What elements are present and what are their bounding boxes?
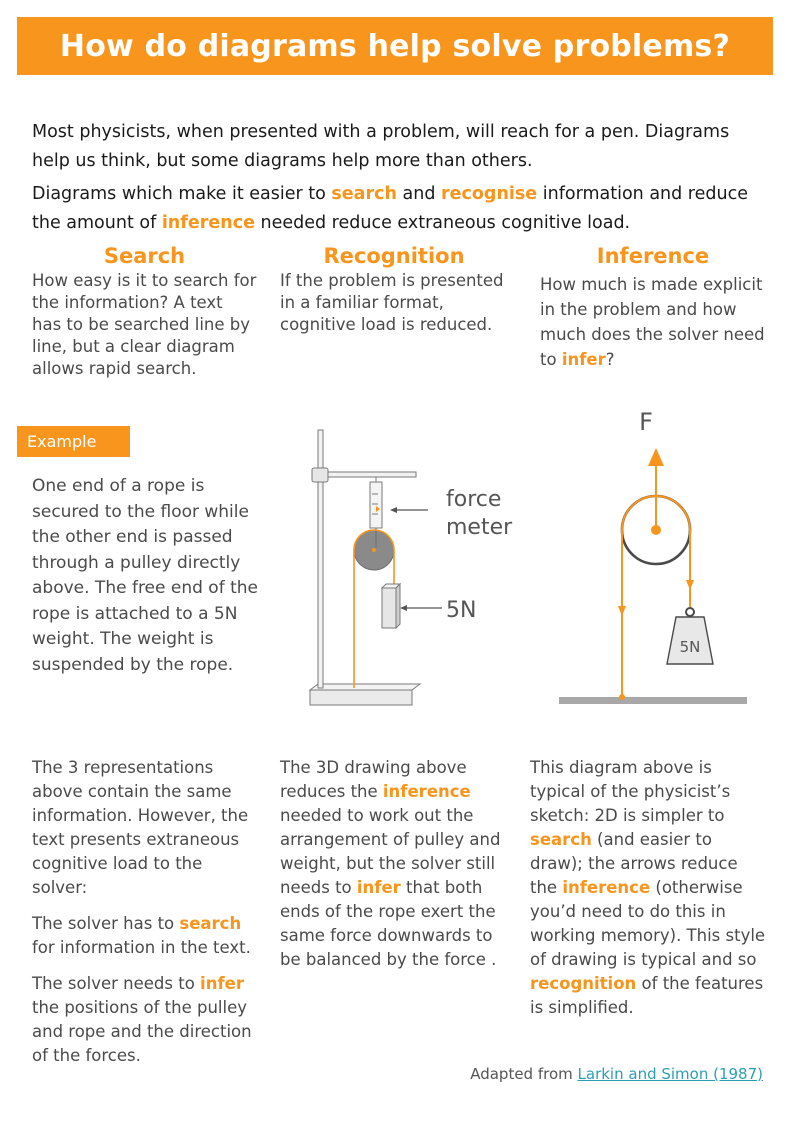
intro-highlight-recognise: recognise bbox=[441, 184, 538, 204]
search-description: How easy is it to search for the information? A text has to be searched line by line, but a clear diagram allows rapid search. bbox=[32, 271, 257, 378]
stand-arm bbox=[320, 472, 416, 477]
bottom-highlight-inference: inference bbox=[382, 782, 471, 801]
stand-pulley-3d-diagram bbox=[290, 420, 540, 720]
intro-paragraph-2 bbox=[32, 180, 772, 238]
bottom-text: of the features is simplified. bbox=[530, 974, 764, 1017]
force-meter-label-line2: meter bbox=[446, 515, 513, 540]
boss-clamp bbox=[312, 468, 328, 482]
bottom-text: The solver has to bbox=[32, 914, 180, 933]
force-meter bbox=[370, 482, 382, 528]
bottom-highlight-search: search bbox=[530, 830, 592, 849]
intro-text: Diagrams which make it easier to bbox=[32, 184, 332, 204]
example-text: One end of a rope is secured to the floor while the other end is passed through a pulley directly above. The free end of the rope is attached to a 5N weight. The weight is suspended by the rope. bbox=[32, 476, 258, 675]
recognition-description: If the problem is presented in a familiar format, cognitive load is reduced. bbox=[280, 271, 504, 334]
inference-description bbox=[540, 272, 770, 372]
intro-text: and bbox=[396, 184, 442, 204]
force-arrowhead bbox=[648, 448, 664, 466]
bottom-col1-para3 bbox=[32, 972, 257, 1068]
bottom-column-3 bbox=[530, 756, 766, 1020]
bottom-text: (otherwise you’d need to do this in working memory). This style of drawing is typical and so bbox=[530, 878, 766, 969]
page-title: How do diagrams help solve problems? bbox=[59, 28, 731, 64]
rope-left-arrowhead bbox=[618, 606, 626, 616]
force-label: F bbox=[639, 408, 653, 436]
bottom-text: The 3D drawing above reduces the bbox=[280, 758, 467, 801]
bottom-highlight-inference: inference bbox=[562, 878, 651, 897]
bottom-highlight-recognition: recognition bbox=[530, 974, 637, 993]
intro-text: information and reduce the amount of bbox=[32, 184, 748, 233]
credit-line bbox=[470, 1065, 763, 1083]
pulley-centre bbox=[651, 525, 661, 535]
bottom-column-2 bbox=[280, 756, 508, 972]
title-banner bbox=[17, 17, 773, 75]
bottom-text: needed to work out the arrangement of pulley and weight, but the solver still needs to bbox=[280, 806, 501, 897]
floor bbox=[559, 697, 747, 704]
inference-text: ? bbox=[605, 350, 615, 369]
intro-paragraph-1: Most physicists, when presented with a problem, will reach for a pen. Diagrams help us think, but some diagrams help more than others. bbox=[32, 122, 730, 171]
inference-text: How much is made explicit in the problem and how much does the solver need to bbox=[540, 275, 765, 369]
bottom-highlight-infer: infer bbox=[200, 974, 244, 993]
pulley-2d-diagram bbox=[545, 400, 760, 710]
bottom-text: This diagram above is typical of the physicist’s sketch: 2D is simpler to bbox=[530, 758, 731, 825]
recognition-heading: Recognition bbox=[323, 244, 465, 268]
bottom-highlight-search: search bbox=[179, 914, 242, 933]
credit-prefix: Adapted from bbox=[470, 1065, 578, 1083]
rope-anchor bbox=[619, 694, 625, 700]
bottom-text: for information in the text. bbox=[32, 938, 251, 957]
bottom-text: the positions of the pulley and rope and the direction of the forces. bbox=[32, 998, 252, 1065]
weight-arrowhead bbox=[400, 605, 407, 611]
credit-link[interactable]: Larkin and Simon (1987) bbox=[577, 1065, 763, 1083]
intro-text: needed reduce extraneous cognitive load. bbox=[254, 213, 631, 233]
weight-label-3d: 5N bbox=[446, 598, 477, 623]
stand-base bbox=[310, 690, 412, 705]
bottom-text: (and easier to draw); the arrows reduce the bbox=[530, 830, 738, 897]
example-tag: Example bbox=[17, 426, 130, 457]
weight-block bbox=[382, 588, 396, 628]
force-meter-arrowhead bbox=[390, 507, 397, 513]
intro-highlight-search: search bbox=[331, 184, 397, 204]
pulley-axle bbox=[372, 548, 376, 552]
bottom-col1-para2 bbox=[32, 912, 257, 960]
search-heading: Search bbox=[103, 244, 186, 268]
bottom-text: The solver needs to bbox=[32, 974, 201, 993]
weight-label-2d: 5N bbox=[679, 638, 701, 656]
force-meter-label-line1: force bbox=[446, 487, 502, 512]
stand-base-top bbox=[310, 684, 420, 690]
weight-hook bbox=[686, 608, 694, 616]
inference-heading: Inference bbox=[596, 244, 710, 268]
bottom-column-1 bbox=[32, 756, 257, 1080]
intro-highlight-inference: inference bbox=[161, 213, 255, 233]
inference-highlight: infer bbox=[561, 350, 606, 369]
bottom-highlight-infer: infer bbox=[356, 878, 401, 897]
weight-block-side bbox=[396, 584, 400, 628]
bottom-text: that both ends of the rope exert the same force downwards to be balanced by the force . bbox=[280, 878, 497, 969]
bottom-col1-para1: The 3 representations above contain the same information. However, the text presents extraneous cognitive load to the solver: bbox=[32, 758, 249, 897]
rope-right-arrowhead bbox=[686, 580, 694, 590]
